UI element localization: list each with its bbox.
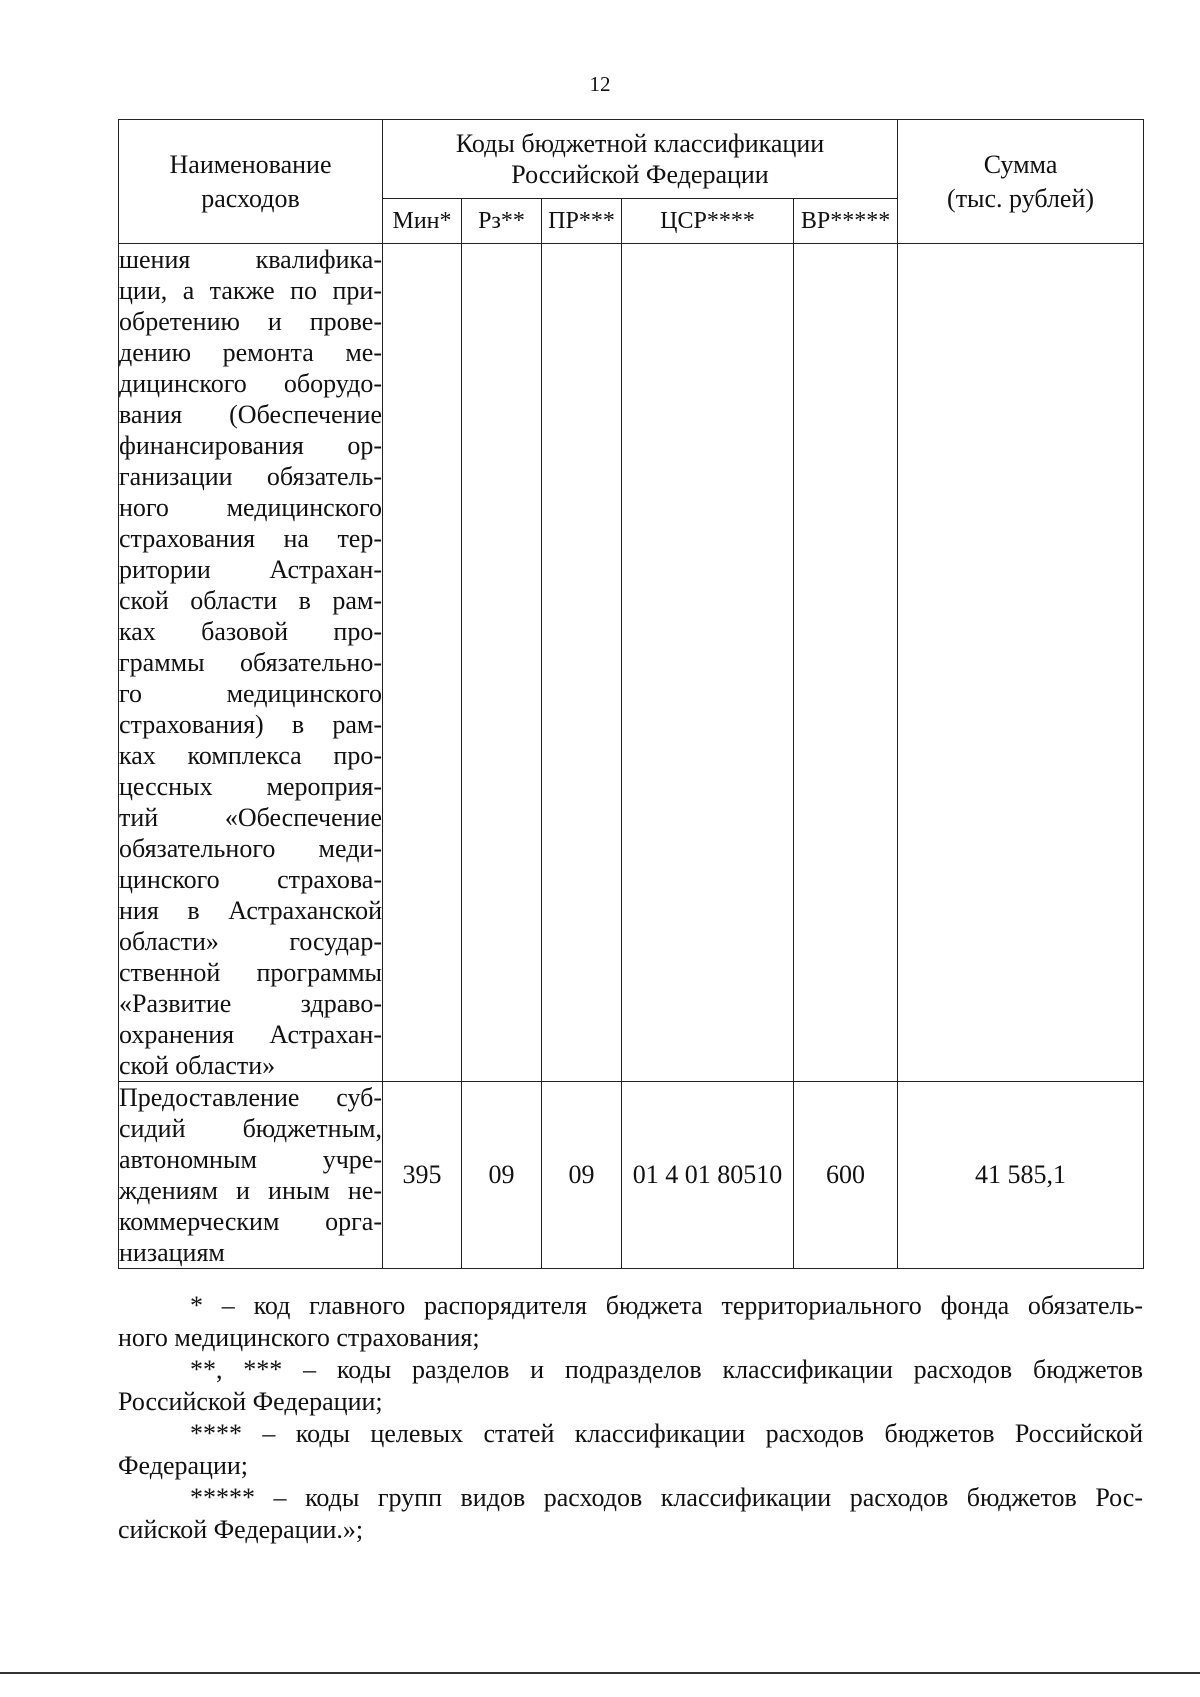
footnote-line: **** – коды целевых статей классификации расходов бюджетов Российской — [190, 1419, 1143, 1448]
budget-table — [118, 119, 1144, 1269]
expense-name-line: обретению и прове- — [119, 307, 382, 336]
expense-name-line: обязательного меди- — [119, 834, 382, 863]
header-min: Мин* — [383, 199, 462, 244]
header-vr: ВР***** — [794, 199, 898, 244]
expense-name-line: ного медицинского — [119, 493, 382, 522]
sum-cell: 41 585,1 — [898, 1082, 1144, 1269]
code-csr-cell — [622, 244, 794, 1082]
footnote-line: **, *** – коды разделов и подразделов классификации расходов бюджетов — [190, 1355, 1143, 1384]
footnote-line: ***** – коды групп видов расходов классификации расходов бюджетов Рос- — [190, 1483, 1143, 1512]
expense-name-line: ритории Астрахан- — [119, 555, 382, 584]
expense-name-line: ственной программы — [119, 958, 382, 987]
expense-name-line: сидий бюджетным, — [119, 1114, 382, 1143]
table-row — [119, 1082, 1144, 1269]
expense-name-line: ской области в рам- — [119, 586, 382, 615]
header-name — [119, 120, 383, 244]
expense-name-line: тий «Обеспечение — [119, 803, 382, 832]
header-sum — [898, 120, 1144, 244]
table-row — [119, 244, 1144, 1082]
expense-name-line: дению ремонта ме- — [119, 338, 382, 367]
expense-name-line: цессных мероприя- — [119, 772, 382, 801]
expense-name-line: граммы обязательно- — [119, 648, 382, 677]
code-vr-cell: 600 — [794, 1082, 898, 1269]
expense-name-line: вания (Обеспечение — [119, 400, 382, 429]
footnote — [118, 1482, 1143, 1546]
header-name-line: Наименование — [169, 149, 332, 179]
header-codes-line: Российской Федерации — [511, 160, 769, 189]
footnote — [118, 1418, 1143, 1482]
expense-name-line: низациям — [119, 1238, 225, 1267]
code-pr-cell — [542, 244, 622, 1082]
header-codes — [383, 120, 898, 199]
footnote — [118, 1290, 1143, 1354]
bottom-rule — [0, 1672, 1200, 1674]
expense-name-line: автономным учре- — [119, 1145, 382, 1174]
footnote — [118, 1354, 1143, 1418]
expense-name-line: страхования) в рам- — [119, 710, 382, 739]
expense-name-line: «Развитие здраво- — [119, 989, 382, 1018]
expense-name-line: ции, а также по при- — [119, 276, 382, 305]
sum-cell — [898, 244, 1144, 1082]
expense-name-line: ганизации обязатель- — [119, 462, 382, 491]
footnote-line: Российской Федерации; — [118, 1387, 383, 1416]
code-pr-cell: 09 — [542, 1082, 622, 1269]
footnote-line: ного медицинского страхования; — [118, 1323, 480, 1352]
header-sum-line: (тыс. рублей) — [947, 183, 1095, 213]
code-min-cell: 395 — [383, 1082, 462, 1269]
expense-name-line: ках комплекса про- — [119, 741, 382, 770]
expense-name-cell — [119, 244, 383, 1082]
expense-name-line: шения квалифика- — [119, 245, 382, 274]
code-rz-cell: 09 — [462, 1082, 542, 1269]
code-csr-cell: 01 4 01 80510 — [622, 1082, 794, 1269]
expense-name-line: коммерческим орга- — [119, 1207, 382, 1236]
header-pr: ПР*** — [542, 199, 622, 244]
code-min-cell — [383, 244, 462, 1082]
expense-name-line: охранения Астрахан- — [119, 1020, 382, 1049]
expense-name-line: дицинского оборудо- — [119, 369, 382, 398]
expense-name-line: ках базовой про- — [119, 617, 382, 646]
footnote-line: * – код главного распорядителя бюджета территориального фонда обязатель- — [190, 1291, 1143, 1320]
header-rz: Рз** — [462, 199, 542, 244]
header-sum-line: Сумма — [983, 149, 1058, 179]
footnote-line: Федерации; — [118, 1451, 249, 1480]
header-name-line: расходов — [201, 183, 300, 213]
header-csr: ЦСР**** — [622, 199, 794, 244]
code-rz-cell — [462, 244, 542, 1082]
header-codes-line: Коды бюджетной классификации — [455, 129, 825, 158]
code-vr-cell — [794, 244, 898, 1082]
expense-name-line: цинского страхова- — [119, 865, 382, 894]
expense-name-line: области» государ- — [119, 927, 382, 956]
expense-name-line: го медицинского — [119, 679, 382, 708]
footnote-line: сийской Федерации.»; — [118, 1515, 364, 1544]
expense-name-line: ния в Астраханской — [119, 896, 382, 925]
expense-name-line: страхования на тер- — [119, 524, 382, 553]
page-number: 12 — [589, 72, 611, 96]
footnotes — [118, 1290, 1143, 1546]
expense-name-line: Предоставление суб- — [119, 1083, 382, 1112]
expense-name-line: ждениям и иным не- — [119, 1176, 382, 1205]
expense-name-line: ской области» — [119, 1051, 276, 1080]
expense-name-line: финансирования ор- — [119, 431, 382, 460]
expense-name-cell — [119, 1082, 383, 1269]
